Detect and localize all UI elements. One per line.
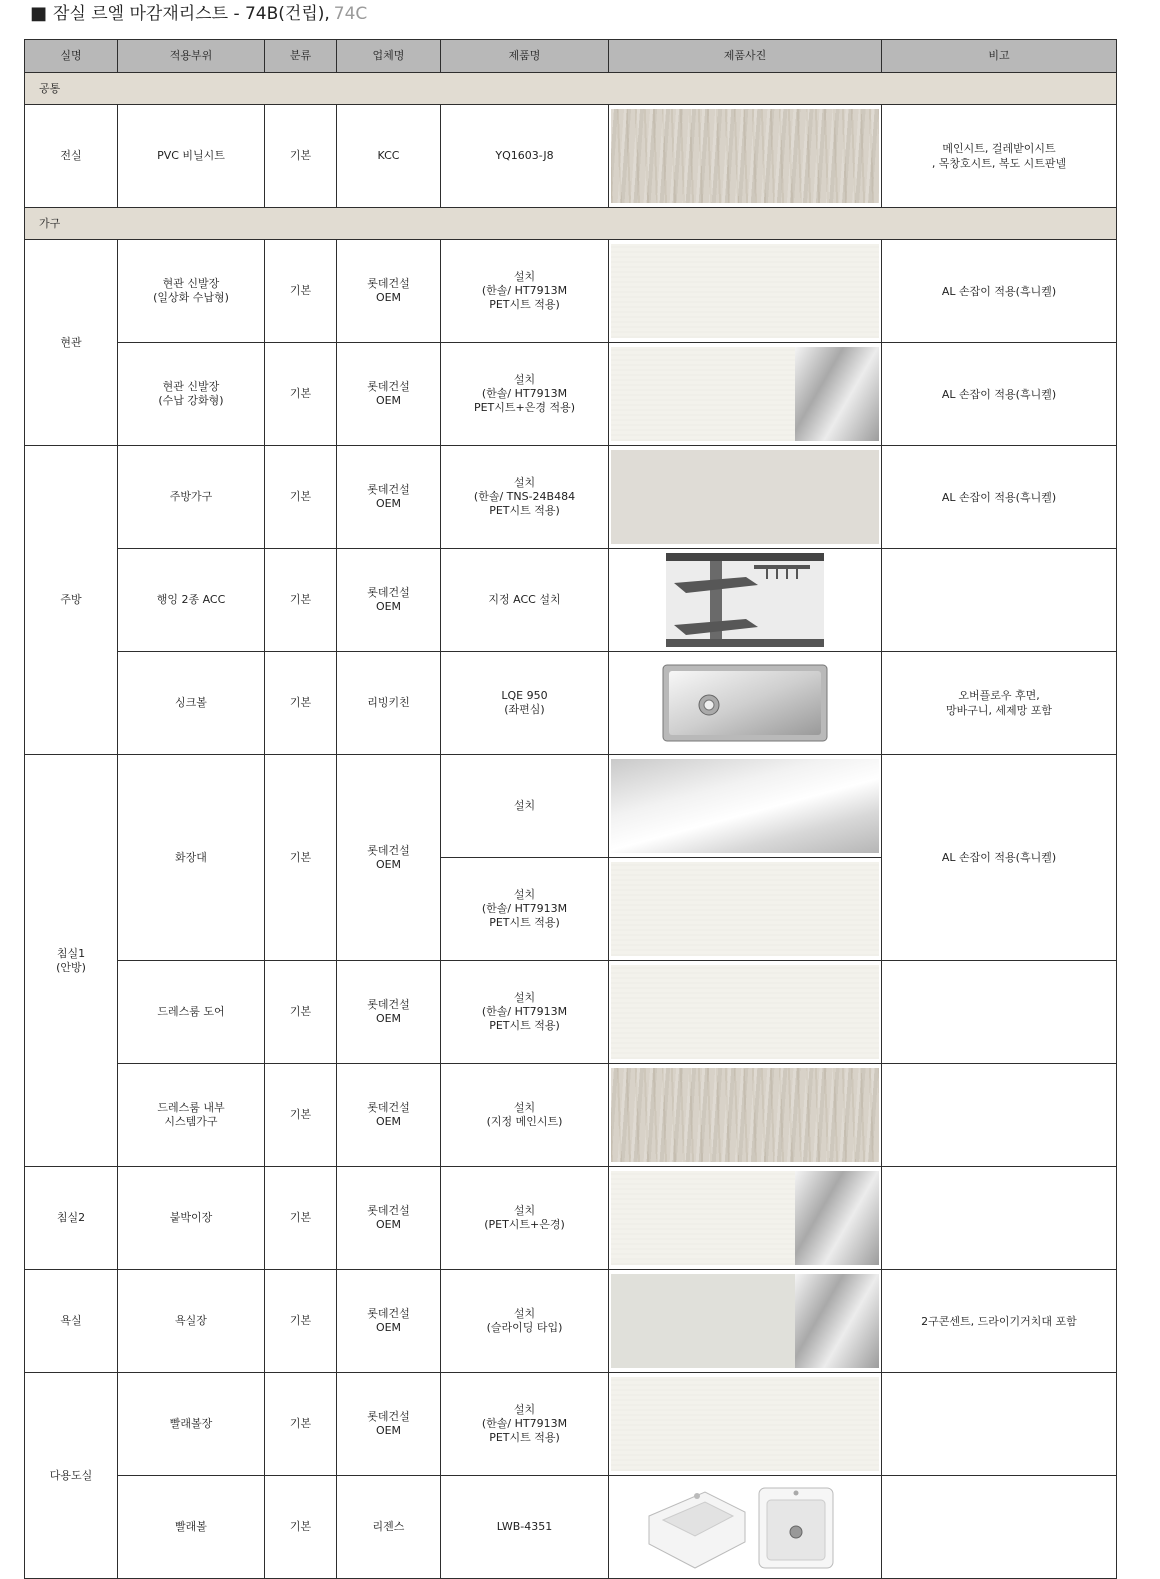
photo-cell [609,961,882,1064]
vendor-cell: 롯데건설 OEM [337,1373,441,1476]
table-row [25,446,1117,549]
header-vendor: 업체명 [337,40,441,73]
photo-cell [609,446,882,549]
class-cell: 기본 [265,961,337,1064]
photo-cell [609,549,882,652]
gray-sheet-swatch [611,450,879,544]
note-cell [882,961,1117,1064]
photo-cell [609,105,882,208]
note-cell [882,1373,1117,1476]
note-cell [882,1476,1117,1579]
wood-sheet-swatch [611,1068,879,1162]
square-bullet-icon: ■ [30,3,48,24]
laundry-bowl-image [645,1482,845,1572]
page-title [30,2,367,26]
class-cell: 기본 [265,105,337,208]
wood-sheet-swatch [611,109,879,203]
vendor-cell: 롯데건설 OEM [337,755,441,961]
room-cell: 침실2 [25,1167,118,1270]
product-cell: 설치 (지정 메인시트) [441,1064,609,1167]
part-cell: 빨래볼 [118,1476,265,1579]
part-cell: 드레스룸 내부 시스템가구 [118,1064,265,1167]
finish-material-table [24,39,1117,1579]
vendor-cell: 롯데건설 OEM [337,1270,441,1373]
table-row [25,343,1117,446]
part-cell: 욕실장 [118,1270,265,1373]
table-row [25,1064,1117,1167]
part-cell: 행잉 2종 ACC [118,549,265,652]
room-cell: 침실1 (안방) [25,755,118,1167]
vendor-cell: 롯데건설 OEM [337,446,441,549]
photo-cell [609,1064,882,1167]
product-cell: 설치 (한솔/ TNS-24B484 PET시트 적용) [441,446,609,549]
vendor-cell: KCC [337,105,441,208]
product-cell: 설치 (한솔/ HT7913M PET시트 적용) [441,1373,609,1476]
class-cell: 기본 [265,1270,337,1373]
ivory-sheet-swatch [611,965,879,1059]
room-cell: 현관 [25,240,118,446]
class-cell: 기본 [265,755,337,961]
class-cell: 기본 [265,1373,337,1476]
photo-cell [609,755,882,858]
part-cell: 싱크볼 [118,652,265,755]
part-cell: 빨래볼장 [118,1373,265,1476]
table-row [25,1270,1117,1373]
vendor-cell: 리빙키친 [337,652,441,755]
room-cell: 욕실 [25,1270,118,1373]
part-cell: 현관 신발장 (일상화 수납형) [118,240,265,343]
part-cell: 주방가구 [118,446,265,549]
product-cell: 설치 (한솔/ HT7913M PET시트 적용) [441,961,609,1064]
product-cell: 설치 (슬라이딩 타입) [441,1270,609,1373]
sink-bowl-image [661,663,829,743]
class-cell: 기본 [265,1476,337,1579]
title-sub: 74C [333,4,368,24]
header-photo: 제품사진 [609,40,882,73]
note-cell: 메인시트, 걸레받이시트 , 목창호시트, 복도 시트판넬 [882,105,1117,208]
table-header-row [25,40,1117,73]
photo-cell [609,240,882,343]
table-row [25,240,1117,343]
vendor-cell: 롯데건설 OEM [337,240,441,343]
note-cell [882,1064,1117,1167]
product-cell: 설치 (한솔/ HT7913M PET시트 적용) [441,858,609,961]
vendor-cell: 롯데건설 OEM [337,1167,441,1270]
table-row [25,961,1117,1064]
class-cell: 기본 [265,1064,337,1167]
table-row [25,755,1117,858]
photo-cell [609,1476,882,1579]
class-cell: 기본 [265,343,337,446]
header-room: 실명 [25,40,118,73]
photo-cell [609,1167,882,1270]
class-cell: 기본 [265,240,337,343]
note-cell [882,549,1117,652]
note-cell: AL 손잡이 적용(흑니켈) [882,446,1117,549]
vendor-cell: 롯데건설 OEM [337,1064,441,1167]
mirror-swatch [611,759,879,853]
vendor-cell: 롯데건설 OEM [337,549,441,652]
room-cell: 다용도실 [25,1373,118,1579]
vendor-cell: 롯데건설 OEM [337,343,441,446]
product-cell: YQ1603-J8 [441,105,609,208]
note-cell: 2구콘센트, 드라이기거치대 포함 [882,1270,1117,1373]
vendor-cell: 롯데건설 OEM [337,961,441,1064]
header-note: 비고 [882,40,1117,73]
product-cell: 설치 [441,755,609,858]
product-cell: 설치 (한솔/ HT7913M PET시트+은경 적용) [441,343,609,446]
header-class: 분류 [265,40,337,73]
photo-cell [609,1373,882,1476]
sheet-mirror-swatch [611,1274,879,1368]
photo-cell [609,858,882,961]
product-cell: LQE 950 (좌편심) [441,652,609,755]
note-cell: AL 손잡이 적용(흑니켈) [882,240,1117,343]
table-row [25,1167,1117,1270]
part-cell: 화장대 [118,755,265,961]
section-common: 공통 [25,73,1117,105]
part-cell: 현관 신발장 (수납 강화형) [118,343,265,446]
table-row [25,1476,1117,1579]
sheet-mirror-swatch [611,347,879,441]
note-cell: AL 손잡이 적용(흑니켈) [882,343,1117,446]
hanging-acc-image [666,553,824,647]
product-cell: LWB-4351 [441,1476,609,1579]
room-cell: 전실 [25,105,118,208]
sheet-mirror-swatch [611,1171,879,1265]
part-cell: PVC 비닐시트 [118,105,265,208]
photo-cell [609,343,882,446]
class-cell: 기본 [265,1167,337,1270]
photo-cell [609,1270,882,1373]
header-product: 제품명 [441,40,609,73]
table-row [25,549,1117,652]
class-cell: 기본 [265,652,337,755]
note-cell: AL 손잡이 적용(흑니켈) [882,755,1117,961]
class-cell: 기본 [265,549,337,652]
vendor-cell: 리젠스 [337,1476,441,1579]
table-row [25,105,1117,208]
ivory-sheet-swatch [611,1377,879,1471]
part-cell: 드레스룸 도어 [118,961,265,1064]
title-main: 잠실 르엘 마감재리스트 - 74B(건립), [53,4,330,24]
part-cell: 붙박이장 [118,1167,265,1270]
product-cell: 설치 (PET시트+은경) [441,1167,609,1270]
room-cell: 주방 [25,446,118,755]
note-cell [882,1167,1117,1270]
product-cell: 설치 (한솔/ HT7913M PET시트 적용) [441,240,609,343]
product-cell: 지정 ACC 설치 [441,549,609,652]
note-cell: 오버플로우 후면, 망바구니, 세제망 포함 [882,652,1117,755]
class-cell: 기본 [265,446,337,549]
ivory-sheet-swatch [611,862,879,956]
section-furniture: 가구 [25,208,1117,240]
header-part: 적용부위 [118,40,265,73]
table-row [25,1373,1117,1476]
table-row [25,652,1117,755]
ivory-sheet-swatch [611,244,879,338]
photo-cell [609,652,882,755]
